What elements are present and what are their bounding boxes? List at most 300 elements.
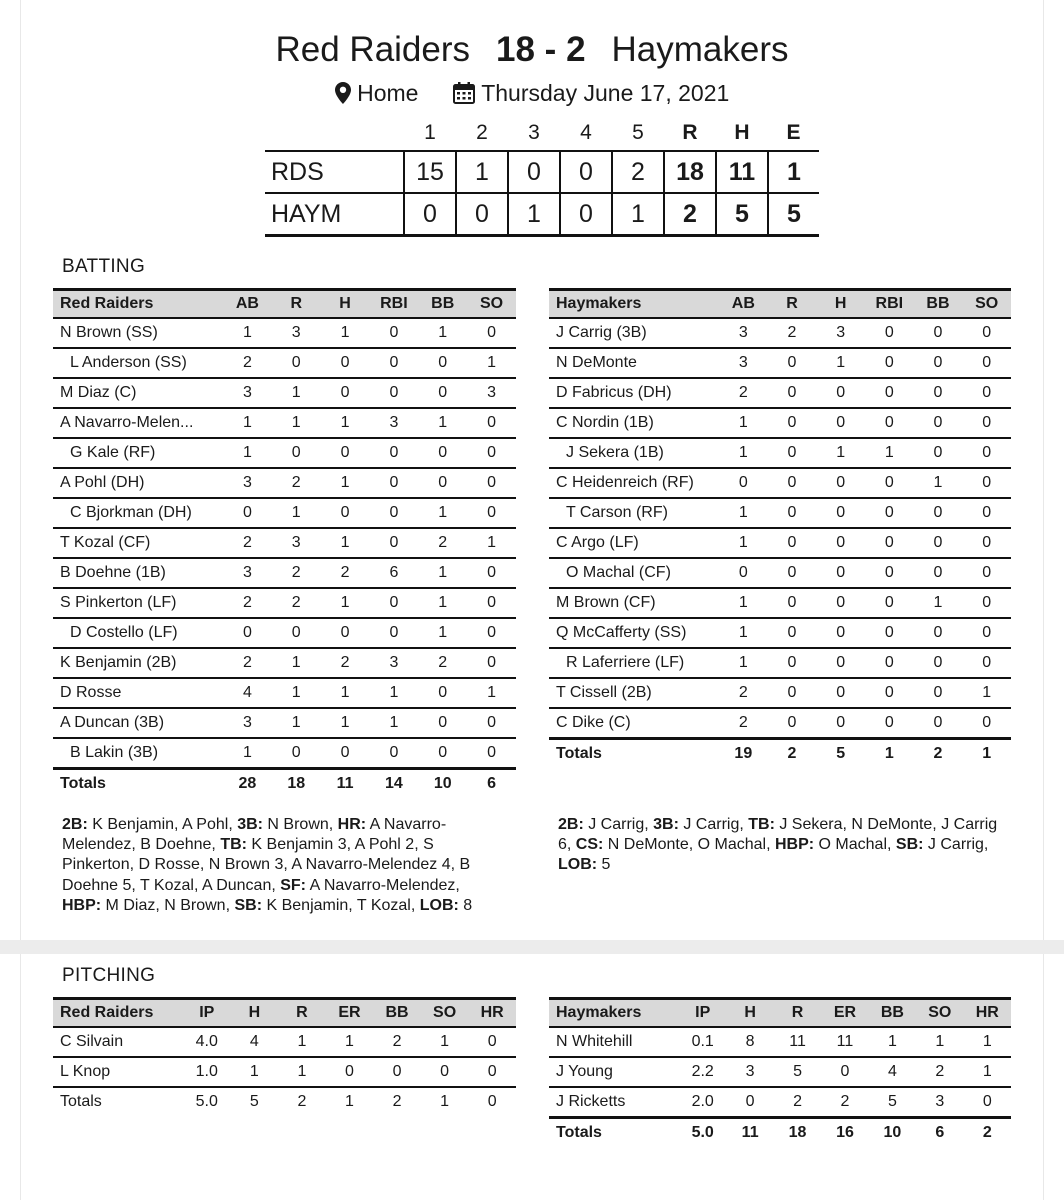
stat-cell: 0	[719, 468, 768, 498]
stat-cell: 0	[816, 558, 865, 588]
stat-cell: 1	[719, 438, 768, 468]
stat-cell: 0	[865, 588, 914, 618]
stat-cell: 1	[369, 678, 418, 708]
totals-cell: 2	[914, 739, 963, 769]
stat-cell: 0	[719, 558, 768, 588]
linescore-header: 4	[580, 121, 592, 144]
player-name: R Laferriere (LF)	[549, 648, 719, 678]
linescore-team: RDS	[271, 157, 324, 186]
stat-cell: 0	[768, 558, 817, 588]
totals-cell: 16	[821, 1118, 868, 1148]
totals-cell: 19	[719, 739, 768, 769]
stat-header: RBI	[369, 290, 418, 319]
player-name: T Kozal (CF)	[53, 528, 223, 558]
linescore-cell: 0	[508, 151, 560, 193]
player-row	[53, 528, 516, 558]
pitching-heading: PITCHING	[62, 965, 156, 986]
totals-cell: 1	[865, 739, 914, 769]
stat-cell: 0	[865, 318, 914, 348]
player-row	[549, 588, 1011, 618]
linescore-cell: 0	[560, 193, 612, 236]
stat-cell: 0	[865, 618, 914, 648]
linescore-header: 3	[528, 121, 540, 144]
stat-cell: 3	[369, 408, 418, 438]
stat-cell: 0	[369, 498, 418, 528]
stat-cell: 1	[321, 678, 370, 708]
player-name: J Ricketts	[549, 1087, 679, 1118]
player-name: D Rosse	[53, 678, 223, 708]
stat-cell: 0	[821, 1057, 868, 1087]
stat-cell: 6	[369, 558, 418, 588]
stat-cell: 0	[321, 618, 370, 648]
note-value: K Benjamin, A Pohl,	[87, 816, 238, 833]
note-key: TB:	[748, 816, 775, 833]
stat-cell: 1	[321, 588, 370, 618]
stat-cell: 0	[816, 618, 865, 648]
player-row	[53, 318, 516, 348]
stat-cell: 1.0	[183, 1057, 231, 1087]
stat-cell: 2	[272, 588, 321, 618]
totals-cell: 2	[297, 1093, 307, 1110]
stat-cell: 2	[821, 1087, 868, 1118]
stat-cell: 1	[865, 438, 914, 468]
stat-cell: 0	[962, 438, 1011, 468]
stat-cell: 0	[418, 378, 467, 408]
stat-cell: 1	[321, 408, 370, 438]
stat-cell: 3	[467, 378, 516, 408]
linescore-header: 2	[476, 121, 488, 144]
map-pin-icon	[335, 82, 351, 104]
stat-cell: 0	[768, 378, 817, 408]
totals-label: Totals	[53, 769, 223, 799]
stat-cell: 0	[865, 528, 914, 558]
stat-header: IP	[183, 999, 231, 1028]
stat-cell: 0	[467, 708, 516, 738]
stat-cell: 0	[914, 648, 963, 678]
stat-cell: 1	[467, 528, 516, 558]
player-row	[53, 348, 516, 378]
note-key: HBP:	[62, 896, 102, 914]
stat-cell: 0	[321, 738, 370, 769]
totals-cell: 2	[392, 1093, 402, 1110]
linescore-cell: 11	[716, 151, 768, 193]
player-name: N Brown (SS)	[53, 318, 223, 348]
stat-cell: 0	[467, 438, 516, 468]
stat-cell: 5	[869, 1087, 916, 1118]
player-name: C Silvain	[53, 1027, 183, 1057]
final-score: 18 - 2	[496, 30, 586, 69]
stat-cell: 1	[369, 708, 418, 738]
stat-cell: 0	[768, 528, 817, 558]
stat-cell: 0	[223, 498, 272, 528]
linescore-row	[265, 193, 819, 236]
totals-cell: 1	[345, 1093, 354, 1110]
stat-cell: 11	[774, 1027, 821, 1057]
stat-cell: 0	[321, 438, 370, 468]
stat-cell: 0	[418, 678, 467, 708]
linescore-cell: 1	[768, 151, 819, 193]
note-key: 3B:	[237, 816, 263, 833]
stat-cell: 0	[816, 708, 865, 739]
player-name: J Carrig (3B)	[549, 318, 719, 348]
totals-cell: 5	[816, 739, 865, 769]
stat-cell: 0	[914, 618, 963, 648]
player-name: B Lakin (3B)	[53, 738, 223, 769]
linescore-cell: 0	[456, 193, 508, 236]
stat-cell: 1	[914, 588, 963, 618]
player-name: D Fabricus (DH)	[549, 378, 719, 408]
stat-cell: 0	[272, 618, 321, 648]
stat-header: HR	[964, 999, 1011, 1028]
stat-cell: 2	[373, 1027, 421, 1057]
stat-cell: 4	[231, 1027, 279, 1057]
stat-cell: 0	[962, 498, 1011, 528]
note-key: SF:	[280, 876, 307, 894]
stat-cell: 1	[418, 318, 467, 348]
totals-cell: 28	[223, 769, 272, 799]
stat-cell: 0	[865, 708, 914, 739]
stat-cell: 0	[914, 708, 963, 739]
linescore-cell: 15	[404, 151, 456, 193]
stat-cell: 11	[821, 1027, 868, 1057]
stat-cell: 0	[914, 348, 963, 378]
stat-cell: 0	[914, 318, 963, 348]
pitching-table-home	[53, 997, 516, 1116]
stat-cell: 0	[962, 528, 1011, 558]
note-key: SB:	[234, 896, 263, 914]
player-name: N Whitehill	[549, 1027, 679, 1057]
stat-cell: 3	[726, 1057, 773, 1087]
stat-cell: 0	[467, 558, 516, 588]
stat-cell: 0	[914, 408, 963, 438]
stat-cell: 0	[467, 318, 516, 348]
stat-cell: 0	[816, 378, 865, 408]
stat-cell: 2	[223, 648, 272, 678]
stat-header: H	[321, 290, 370, 319]
player-name: B Doehne (1B)	[53, 558, 223, 588]
note-key: HBP:	[774, 836, 815, 854]
stat-cell: 1	[223, 318, 272, 348]
stat-cell: 1	[278, 1057, 326, 1087]
stat-cell: 1	[418, 558, 467, 588]
batting-notes-away	[558, 815, 1006, 876]
linescore-header: 1	[424, 121, 436, 144]
stat-cell: 0	[467, 468, 516, 498]
linescore-cell: 2	[664, 193, 716, 236]
totals-cell: 5	[249, 1093, 259, 1110]
stat-cell: 3	[719, 348, 768, 378]
stat-cell: 1	[962, 678, 1011, 708]
stat-cell: 0	[768, 708, 817, 739]
stat-cell: 1	[467, 348, 516, 378]
stat-cell: 0	[914, 378, 963, 408]
stat-cell: 4	[869, 1057, 916, 1087]
stat-cell: 8	[726, 1027, 773, 1057]
player-row	[549, 438, 1011, 468]
stat-cell: 1	[272, 678, 321, 708]
stat-cell: 0	[768, 678, 817, 708]
stat-cell: 0	[962, 378, 1011, 408]
stat-cell: 3	[272, 528, 321, 558]
totals-row	[53, 1087, 516, 1116]
stat-cell: 0	[768, 618, 817, 648]
player-row	[549, 498, 1011, 528]
stat-cell: 1	[964, 1057, 1011, 1087]
stat-cell: 2	[223, 348, 272, 378]
stat-cell: 1	[816, 348, 865, 378]
note-value: J Carrig,	[583, 816, 654, 833]
team-header: Haymakers	[549, 290, 719, 319]
linescore-cell: 0	[560, 151, 612, 193]
stat-header: AB	[719, 290, 768, 319]
player-name: A Pohl (DH)	[53, 468, 223, 498]
stat-cell: 1	[719, 648, 768, 678]
player-row	[549, 648, 1011, 678]
stat-cell: 0	[321, 498, 370, 528]
stat-header: SO	[916, 999, 963, 1028]
stat-cell: 2	[321, 648, 370, 678]
stat-cell: 0	[369, 378, 418, 408]
stat-cell: 0	[467, 618, 516, 648]
player-name: M Diaz (C)	[53, 378, 223, 408]
stat-cell: 1	[321, 708, 370, 738]
player-row	[549, 558, 1011, 588]
stat-cell: 0	[816, 528, 865, 558]
stat-cell: 3	[223, 378, 272, 408]
player-name: O Machal (CF)	[549, 558, 719, 588]
stat-cell: 3	[223, 558, 272, 588]
totals-cell: 10	[869, 1118, 916, 1148]
stat-cell: 3	[223, 468, 272, 498]
player-name: C Dike (C)	[549, 708, 719, 739]
stat-cell: 0	[962, 558, 1011, 588]
stat-cell: 0	[962, 648, 1011, 678]
player-row	[53, 1057, 516, 1087]
stat-header: R	[774, 999, 821, 1028]
stat-cell: 0	[914, 678, 963, 708]
stat-cell: 1	[418, 618, 467, 648]
stat-cell: 0	[321, 348, 370, 378]
stat-cell: 0	[962, 708, 1011, 739]
stat-header: R	[272, 290, 321, 319]
stat-cell: 1	[719, 498, 768, 528]
player-name: M Brown (CF)	[549, 588, 719, 618]
stat-cell: 0	[467, 498, 516, 528]
note-key: 2B:	[62, 816, 88, 833]
stat-cell: 0	[914, 528, 963, 558]
stat-cell: 2.0	[679, 1087, 726, 1118]
stat-cell: 2	[719, 378, 768, 408]
stat-cell: 0	[865, 648, 914, 678]
stat-cell: 0	[816, 648, 865, 678]
stat-cell: 1	[272, 378, 321, 408]
stat-header: ER	[326, 999, 374, 1028]
stat-cell: 2	[321, 558, 370, 588]
note-key: TB:	[220, 836, 247, 854]
stat-cell: 0	[816, 498, 865, 528]
linescore-cell: 5	[716, 193, 768, 236]
stat-cell: 1	[321, 468, 370, 498]
stat-cell: 3	[272, 318, 321, 348]
note-value: O Machal,	[814, 836, 896, 854]
stat-header: BB	[914, 290, 963, 319]
stat-cell: 0	[272, 348, 321, 378]
note-key: LOB:	[558, 856, 598, 874]
batting-table-away	[549, 288, 1011, 768]
stat-cell: 0	[816, 588, 865, 618]
away-team-name: Haymakers	[611, 30, 789, 69]
note-value: A Navarro-Melendez, B Doehne,	[62, 816, 447, 854]
player-row	[549, 1087, 1011, 1118]
stat-cell: 1	[321, 528, 370, 558]
stat-cell: 0	[964, 1087, 1011, 1118]
stat-cell: 0	[865, 558, 914, 588]
player-name: K Benjamin (2B)	[53, 648, 223, 678]
stat-cell: 2	[272, 468, 321, 498]
stat-cell: 2	[768, 318, 817, 348]
totals-cell: 18	[774, 1118, 821, 1148]
note-value: J Carrig,	[923, 836, 989, 854]
stat-header: ER	[821, 999, 868, 1028]
player-name: A Duncan (3B)	[53, 708, 223, 738]
player-name: L Knop	[53, 1057, 183, 1087]
stat-cell: 0	[962, 408, 1011, 438]
linescore-cell: 0	[404, 193, 456, 236]
stat-cell: 0	[369, 738, 418, 769]
note-key: LOB:	[419, 896, 459, 914]
game-info	[0, 80, 1064, 107]
stat-cell: 2	[774, 1087, 821, 1118]
stat-cell: 0	[418, 438, 467, 468]
stat-cell: 1	[816, 438, 865, 468]
player-name: C Argo (LF)	[549, 528, 719, 558]
stat-cell: 0	[962, 588, 1011, 618]
stat-cell: 0	[468, 1027, 516, 1057]
stat-cell: 0	[321, 378, 370, 408]
stat-header: R	[768, 290, 817, 319]
line-score-table	[265, 116, 819, 237]
stat-cell: 1	[916, 1027, 963, 1057]
stat-cell: 3	[719, 318, 768, 348]
stat-cell: 0	[768, 588, 817, 618]
stat-cell: 1	[719, 408, 768, 438]
totals-cell: 18	[272, 769, 321, 799]
note-value: M Diaz, N Brown,	[101, 896, 235, 914]
stat-cell: 0	[369, 318, 418, 348]
team-header: Red Raiders	[53, 290, 223, 319]
totals-row	[549, 739, 1011, 769]
totals-cell: 0	[487, 1093, 497, 1110]
stat-cell: 3	[816, 318, 865, 348]
stat-cell: 1	[272, 498, 321, 528]
stat-cell: 2	[223, 588, 272, 618]
totals-label: Totals	[549, 739, 719, 769]
game-date: Thursday June 17, 2021	[481, 80, 730, 106]
player-row	[53, 378, 516, 408]
note-value: K Benjamin 3, A Pohl 2, S Pinkerton, D Rosse, N Brown 3, A Navarro-Melendez 4, B Doehne 5, T Kozal, A Duncan,	[62, 836, 471, 894]
stat-cell: 2	[418, 528, 467, 558]
stat-cell: 0	[272, 438, 321, 468]
stat-cell: 1	[418, 408, 467, 438]
linescore-row	[265, 151, 819, 193]
batting-table-home	[53, 288, 516, 798]
note-value: 8	[458, 896, 473, 914]
batting-heading: BATTING	[62, 256, 146, 277]
totals-cell: 2	[964, 1118, 1011, 1148]
stat-cell: 0	[865, 678, 914, 708]
stat-header: SO	[467, 290, 516, 319]
player-row	[53, 438, 516, 468]
stat-cell: 1	[272, 648, 321, 678]
stat-cell: 0	[369, 618, 418, 648]
stat-cell: 0	[421, 1057, 469, 1087]
stat-header: BB	[418, 290, 467, 319]
stat-cell: 0	[369, 348, 418, 378]
player-row	[549, 408, 1011, 438]
stat-header: IP	[679, 999, 726, 1028]
player-row	[53, 408, 516, 438]
totals-row	[549, 1118, 1011, 1148]
stat-cell: 0	[369, 468, 418, 498]
stat-header: SO	[962, 290, 1011, 319]
stat-cell: 1	[719, 618, 768, 648]
stat-cell: 0	[467, 588, 516, 618]
totals-label: Totals	[60, 1093, 102, 1110]
stat-cell: 1	[418, 588, 467, 618]
stat-header: R	[278, 999, 326, 1028]
note-value: K Benjamin, T Kozal,	[262, 896, 420, 914]
stat-cell: 0	[467, 408, 516, 438]
stat-cell: 0	[418, 468, 467, 498]
player-row	[549, 528, 1011, 558]
note-key: CS:	[575, 836, 604, 854]
stat-cell: 0	[768, 468, 817, 498]
player-row	[53, 558, 516, 588]
player-row	[549, 318, 1011, 348]
stat-cell: 0	[467, 648, 516, 678]
stat-cell: 3	[916, 1087, 963, 1118]
stat-cell: 0	[373, 1057, 421, 1087]
totals-cell: 1	[962, 739, 1011, 769]
stat-cell: 1	[278, 1027, 326, 1057]
stat-cell: 0	[962, 348, 1011, 378]
stat-cell: 0.1	[679, 1027, 726, 1057]
stat-cell: 1	[272, 408, 321, 438]
stat-cell: 1	[869, 1027, 916, 1057]
player-row	[549, 378, 1011, 408]
totals-cell: 11	[321, 769, 370, 799]
player-row	[549, 708, 1011, 739]
player-row	[549, 1027, 1011, 1057]
player-name: N DeMonte	[549, 348, 719, 378]
stat-cell: 0	[914, 558, 963, 588]
totals-cell: 6	[467, 769, 516, 799]
linescore-cell: 1	[508, 193, 560, 236]
stat-header: H	[816, 290, 865, 319]
linescore-cell: 2	[612, 151, 664, 193]
stat-cell: 1	[914, 468, 963, 498]
linescore-header: E	[786, 121, 801, 144]
stat-cell: 0	[468, 1057, 516, 1087]
note-value: J Carrig,	[678, 816, 749, 833]
stat-cell: 3	[369, 648, 418, 678]
player-row	[549, 348, 1011, 378]
linescore-cell: 1	[612, 193, 664, 236]
stat-cell: 0	[369, 438, 418, 468]
linescore-cell: 5	[768, 193, 819, 236]
player-row	[549, 468, 1011, 498]
stat-cell: 2	[719, 678, 768, 708]
